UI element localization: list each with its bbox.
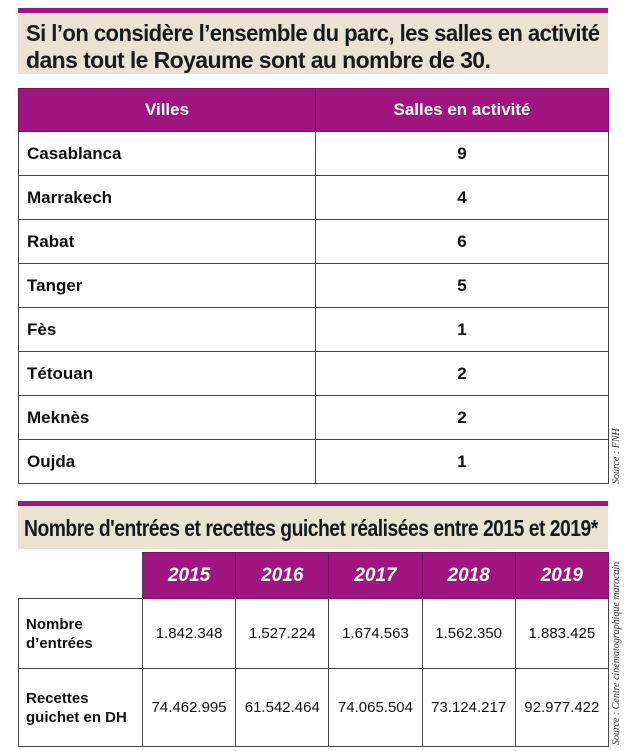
header-salles: Salles en activité [316, 89, 609, 132]
source-fnh: Source : FNH [611, 428, 622, 484]
city-cell: Tanger [19, 264, 316, 308]
table-row [19, 308, 609, 352]
table-row [19, 352, 609, 396]
row-label-line: Recettes [26, 689, 89, 707]
headline-salles [18, 8, 608, 74]
table-row [19, 264, 609, 308]
count-cell: 4 [316, 176, 609, 220]
value-cell: 92.977.422 [515, 669, 608, 747]
city-cell: Fès [19, 308, 316, 352]
row-label-entrees [19, 599, 143, 669]
count-cell: 6 [316, 220, 609, 264]
header-blank [19, 553, 143, 599]
row-label-recettes [19, 669, 143, 747]
city-cell: Casablanca [19, 132, 316, 176]
headline-entrees-text: Nombre d'entrées et recettes guichet réalisées entre 2015 et 2019* [24, 515, 598, 541]
value-cell: 1.842.348 [143, 599, 236, 669]
count-cell: 5 [316, 264, 609, 308]
entrees-table-header [19, 553, 609, 599]
city-cell: Oujda [19, 440, 316, 484]
headline-entrees [18, 501, 608, 549]
value-cell: 61.542.464 [236, 669, 329, 747]
value-cell: 1.674.563 [329, 599, 422, 669]
header-year-2018: 2018 [422, 553, 515, 599]
value-cell: 74.462.995 [143, 669, 236, 747]
value-cell: 1.562.350 [422, 599, 515, 669]
value-cell: 1.527.224 [236, 599, 329, 669]
city-cell: Marrakech [19, 176, 316, 220]
table-row [19, 220, 609, 264]
city-cell: Meknès [19, 396, 316, 440]
count-cell: 1 [316, 440, 609, 484]
row-label-line: Nombre [26, 615, 83, 633]
row-label-line: d’entrées [26, 634, 93, 652]
city-cell: Tétouan [19, 352, 316, 396]
city-cell: Rabat [19, 220, 316, 264]
header-year-2016: 2016 [236, 553, 329, 599]
table-row [19, 132, 609, 176]
row-label-line: guichet en DH [26, 708, 127, 726]
headline-salles-line-1: Si l’on considère l’ensemble du parc, les salles en activité [26, 20, 600, 46]
header-year-2019: 2019 [515, 553, 608, 599]
count-cell: 2 [316, 396, 609, 440]
count-cell: 9 [316, 132, 609, 176]
header-year-2017: 2017 [329, 553, 422, 599]
count-cell: 2 [316, 352, 609, 396]
value-cell: 73.124.217 [422, 669, 515, 747]
table-row [19, 396, 609, 440]
value-cell: 1.883.425 [515, 599, 608, 669]
header-villes: Villes [19, 89, 316, 132]
value-cell: 74.065.504 [329, 669, 422, 747]
table-row [19, 440, 609, 484]
header-year-2015: 2015 [143, 553, 236, 599]
salles-table [18, 88, 609, 484]
table-row-entrees [19, 599, 609, 669]
entrees-table [18, 552, 609, 747]
source-ccm: Source : Centre cinématographique marocain [611, 561, 622, 745]
count-cell: 1 [316, 308, 609, 352]
table-row [19, 176, 609, 220]
headline-salles-line-2: dans tout le Royaume sont au nombre de 30. [26, 47, 491, 73]
table-row-recettes [19, 669, 609, 747]
salles-table-header [19, 89, 609, 132]
